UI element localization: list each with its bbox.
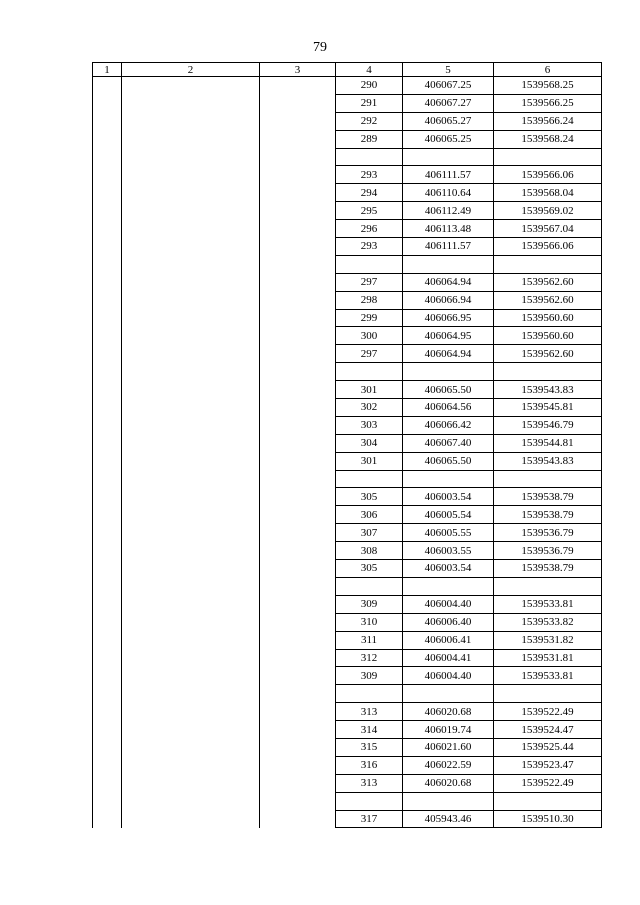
x-coordinate-cell: 406004.40	[403, 667, 494, 685]
column-header-4: 4	[336, 63, 403, 77]
point-number-cell: 301	[336, 381, 403, 399]
x-coordinate-cell	[403, 470, 494, 488]
y-coordinate-cell: 1539566.06	[494, 238, 602, 256]
y-coordinate-cell: 1539538.79	[494, 488, 602, 506]
point-number-cell	[336, 577, 403, 595]
y-coordinate-cell: 1539536.79	[494, 524, 602, 542]
point-number-cell: 301	[336, 452, 403, 470]
x-coordinate-cell: 406006.41	[403, 631, 494, 649]
x-coordinate-cell: 406065.50	[403, 452, 494, 470]
x-coordinate-cell: 406064.56	[403, 399, 494, 417]
point-number-cell	[336, 792, 403, 810]
y-coordinate-cell	[494, 792, 602, 810]
y-coordinate-cell: 1539531.81	[494, 649, 602, 667]
point-number-cell: 294	[336, 184, 403, 202]
point-number-cell: 290	[336, 77, 403, 95]
point-number-cell: 297	[336, 273, 403, 291]
point-number-cell: 308	[336, 542, 403, 560]
point-number-cell	[336, 363, 403, 381]
y-coordinate-cell: 1539568.25	[494, 77, 602, 95]
point-number-cell: 311	[336, 631, 403, 649]
x-coordinate-cell: 406066.94	[403, 291, 494, 309]
x-coordinate-cell: 406065.25	[403, 130, 494, 148]
x-coordinate-cell: 406110.64	[403, 184, 494, 202]
x-coordinate-cell: 406022.59	[403, 756, 494, 774]
x-coordinate-cell: 406112.49	[403, 202, 494, 220]
column-header-3: 3	[260, 63, 336, 77]
x-coordinate-cell	[403, 685, 494, 703]
y-coordinate-cell: 1539566.06	[494, 166, 602, 184]
col3-cell	[260, 77, 336, 828]
point-number-cell: 314	[336, 721, 403, 739]
x-coordinate-cell: 406064.95	[403, 327, 494, 345]
y-coordinate-cell: 1539566.24	[494, 112, 602, 130]
point-number-cell: 307	[336, 524, 403, 542]
point-number-cell: 309	[336, 667, 403, 685]
x-coordinate-cell: 405943.46	[403, 810, 494, 828]
column-header-2: 2	[122, 63, 260, 77]
point-number-cell: 305	[336, 488, 403, 506]
y-coordinate-cell: 1539538.79	[494, 560, 602, 578]
table-body	[93, 77, 602, 828]
point-number-cell: 296	[336, 220, 403, 238]
x-coordinate-cell	[403, 577, 494, 595]
x-coordinate-cell: 406005.54	[403, 506, 494, 524]
point-number-cell: 302	[336, 399, 403, 417]
column-header-1: 1	[93, 63, 122, 77]
point-number-cell: 316	[336, 756, 403, 774]
coordinates-table	[92, 62, 602, 828]
point-number-cell: 306	[336, 506, 403, 524]
x-coordinate-cell	[403, 148, 494, 166]
point-number-cell: 293	[336, 166, 403, 184]
y-coordinate-cell: 1539524.47	[494, 721, 602, 739]
y-coordinate-cell: 1539533.81	[494, 667, 602, 685]
x-coordinate-cell	[403, 363, 494, 381]
x-coordinate-cell: 406020.68	[403, 703, 494, 721]
point-number-cell: 304	[336, 434, 403, 452]
point-number-cell: 300	[336, 327, 403, 345]
point-number-cell	[336, 255, 403, 273]
x-coordinate-cell: 406065.27	[403, 112, 494, 130]
y-coordinate-cell: 1539523.47	[494, 756, 602, 774]
y-coordinate-cell: 1539567.04	[494, 220, 602, 238]
point-number-cell: 315	[336, 738, 403, 756]
point-number-cell: 305	[336, 560, 403, 578]
x-coordinate-cell: 406111.57	[403, 166, 494, 184]
x-coordinate-cell: 406019.74	[403, 721, 494, 739]
y-coordinate-cell	[494, 148, 602, 166]
x-coordinate-cell: 406065.50	[403, 381, 494, 399]
x-coordinate-cell: 406064.94	[403, 273, 494, 291]
y-coordinate-cell: 1539544.81	[494, 434, 602, 452]
point-number-cell: 293	[336, 238, 403, 256]
y-coordinate-cell: 1539536.79	[494, 542, 602, 560]
point-number-cell: 312	[336, 649, 403, 667]
x-coordinate-cell: 406067.25	[403, 77, 494, 95]
y-coordinate-cell	[494, 470, 602, 488]
y-coordinate-cell: 1539533.82	[494, 613, 602, 631]
y-coordinate-cell: 1539568.04	[494, 184, 602, 202]
column-header-6: 6	[494, 63, 602, 77]
point-number-cell: 298	[336, 291, 403, 309]
x-coordinate-cell: 406067.27	[403, 94, 494, 112]
y-coordinate-cell: 1539538.79	[494, 506, 602, 524]
point-number-cell: 292	[336, 112, 403, 130]
point-number-cell: 313	[336, 703, 403, 721]
x-coordinate-cell: 406066.42	[403, 416, 494, 434]
y-coordinate-cell: 1539569.02	[494, 202, 602, 220]
y-coordinate-cell	[494, 685, 602, 703]
y-coordinate-cell: 1539543.83	[494, 381, 602, 399]
y-coordinate-cell: 1539568.24	[494, 130, 602, 148]
y-coordinate-cell: 1539522.49	[494, 703, 602, 721]
y-coordinate-cell: 1539533.81	[494, 595, 602, 613]
x-coordinate-cell	[403, 255, 494, 273]
x-coordinate-cell: 406006.40	[403, 613, 494, 631]
y-coordinate-cell: 1539522.49	[494, 774, 602, 792]
point-number-cell	[336, 470, 403, 488]
x-coordinate-cell: 406066.95	[403, 309, 494, 327]
y-coordinate-cell: 1539545.81	[494, 399, 602, 417]
point-number-cell: 299	[336, 309, 403, 327]
x-coordinate-cell	[403, 792, 494, 810]
x-coordinate-cell: 406004.40	[403, 595, 494, 613]
point-number-cell	[336, 148, 403, 166]
col2-cell	[122, 77, 260, 828]
col1-cell	[93, 77, 122, 828]
column-header-5: 5	[403, 63, 494, 77]
y-coordinate-cell	[494, 255, 602, 273]
point-number-cell: 317	[336, 810, 403, 828]
x-coordinate-cell: 406005.55	[403, 524, 494, 542]
y-coordinate-cell	[494, 577, 602, 595]
table-row	[93, 77, 602, 95]
y-coordinate-cell: 1539562.60	[494, 291, 602, 309]
x-coordinate-cell: 406020.68	[403, 774, 494, 792]
x-coordinate-cell: 406003.54	[403, 560, 494, 578]
point-number-cell	[336, 685, 403, 703]
x-coordinate-cell: 406004.41	[403, 649, 494, 667]
y-coordinate-cell: 1539562.60	[494, 273, 602, 291]
point-number-cell: 303	[336, 416, 403, 434]
x-coordinate-cell: 406003.54	[403, 488, 494, 506]
point-number-cell: 295	[336, 202, 403, 220]
point-number-cell: 289	[336, 130, 403, 148]
x-coordinate-cell: 406003.55	[403, 542, 494, 560]
y-coordinate-cell	[494, 363, 602, 381]
point-number-cell: 291	[336, 94, 403, 112]
y-coordinate-cell: 1539566.25	[494, 94, 602, 112]
point-number-cell: 313	[336, 774, 403, 792]
x-coordinate-cell: 406021.60	[403, 738, 494, 756]
point-number-cell: 297	[336, 345, 403, 363]
x-coordinate-cell: 406111.57	[403, 238, 494, 256]
y-coordinate-cell: 1539560.60	[494, 327, 602, 345]
point-number-cell: 310	[336, 613, 403, 631]
y-coordinate-cell: 1539525.44	[494, 738, 602, 756]
y-coordinate-cell: 1539543.83	[494, 452, 602, 470]
x-coordinate-cell: 406067.40	[403, 434, 494, 452]
x-coordinate-cell: 406113.48	[403, 220, 494, 238]
y-coordinate-cell: 1539560.60	[494, 309, 602, 327]
y-coordinate-cell: 1539562.60	[494, 345, 602, 363]
table-header-row	[93, 63, 602, 77]
y-coordinate-cell: 1539510.30	[494, 810, 602, 828]
y-coordinate-cell: 1539531.82	[494, 631, 602, 649]
page-number: 79	[313, 40, 327, 55]
x-coordinate-cell: 406064.94	[403, 345, 494, 363]
y-coordinate-cell: 1539546.79	[494, 416, 602, 434]
point-number-cell: 309	[336, 595, 403, 613]
